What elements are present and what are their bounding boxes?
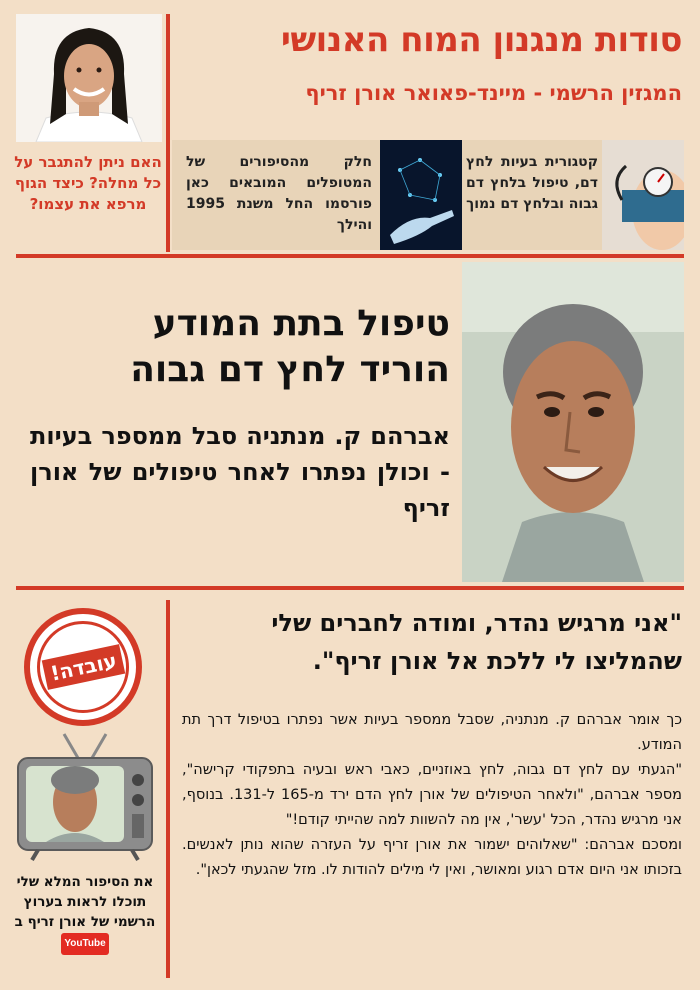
digital-hand-image: [380, 140, 462, 250]
article-quote: "אני מרגיש נהדר, ומודה לחברים שלי שהמליצו לי ללכת אל אורן זריף".: [271, 609, 682, 675]
left-question-text: האם ניתן להתגבר על כל מחלה? כיצד הגוף מרפא את עצמו?: [14, 153, 162, 213]
tv-caption: [10, 872, 160, 955]
section-divider-1: [16, 254, 684, 258]
article-paragraph: ומסכם אברהם: "שאלוהים ישמור את אורן זריף על העזרה שהוא נותן לאנשים. בזכותו אני היום אדם רגוע ומאושר, ואין לי מילים להודות לו. מזל שהגעתי לכאן".: [182, 837, 682, 878]
blood-pressure-photo: [602, 140, 684, 250]
fact-stamp-ring: [37, 621, 129, 713]
fact-stamp-label: עובדה!: [41, 644, 125, 690]
tv-caption-text: את הסיפור המלא שלי תוכלו לראות בערוץ הרשמי של אורן זריף ב: [14, 874, 156, 930]
patient-photo: [462, 262, 684, 582]
cases-text: חלק מהסיפורים של המטופלים המובאים כאן פורסמו החל משנת 1995 והילך: [186, 154, 372, 233]
article-paragraph: כך אומר אברהם ק. מנתניה, שסבל ממספר בעיות אשר נפתרו בטיפול דרך תת המודע.: [182, 712, 682, 753]
youtube-icon: YouTube: [61, 933, 108, 955]
article-body: [182, 708, 682, 883]
feature-subhead: אברהם ק. מנתניה סבל ממספר בעיות - וכולן נפתרו לאחר טיפולים של אורן זריף: [30, 422, 450, 522]
fact-stamp: [24, 608, 142, 726]
article-paragraph: "הגעתי עם לחץ דם גבוה, לחץ באוזניים, כאבי ראש ובעיה בתפקודי קרישה", מספר אברהם, "ולאחר הטיפולים של אורן לחץ הדם ירד מ-165 ל-131. בנוסף, אני מרגיש נהדר, הכל 'עשר', אין מה להשוות למה שהייתי קודם!": [182, 762, 683, 828]
header-divider: [166, 14, 170, 252]
category-text: קטגורית בעיות לחץ דם, טיפול בלחץ דם גבוה ובלחץ דם נמוך: [466, 154, 598, 212]
feature-headline-2: הוריד לחץ דם גבוה: [130, 349, 450, 390]
author-photo: [16, 14, 162, 142]
tv-icon: [14, 732, 156, 862]
feature-headline-1: טיפול בתת המודע: [152, 303, 450, 344]
magazine-title: סודות מנגנון המוח האנושי: [280, 20, 682, 60]
section-divider-2: [16, 586, 684, 590]
article-divider: [166, 600, 170, 978]
magazine-subtitle: המגזין הרשמי - מיינד-פאואר אורן זריף: [305, 81, 682, 105]
